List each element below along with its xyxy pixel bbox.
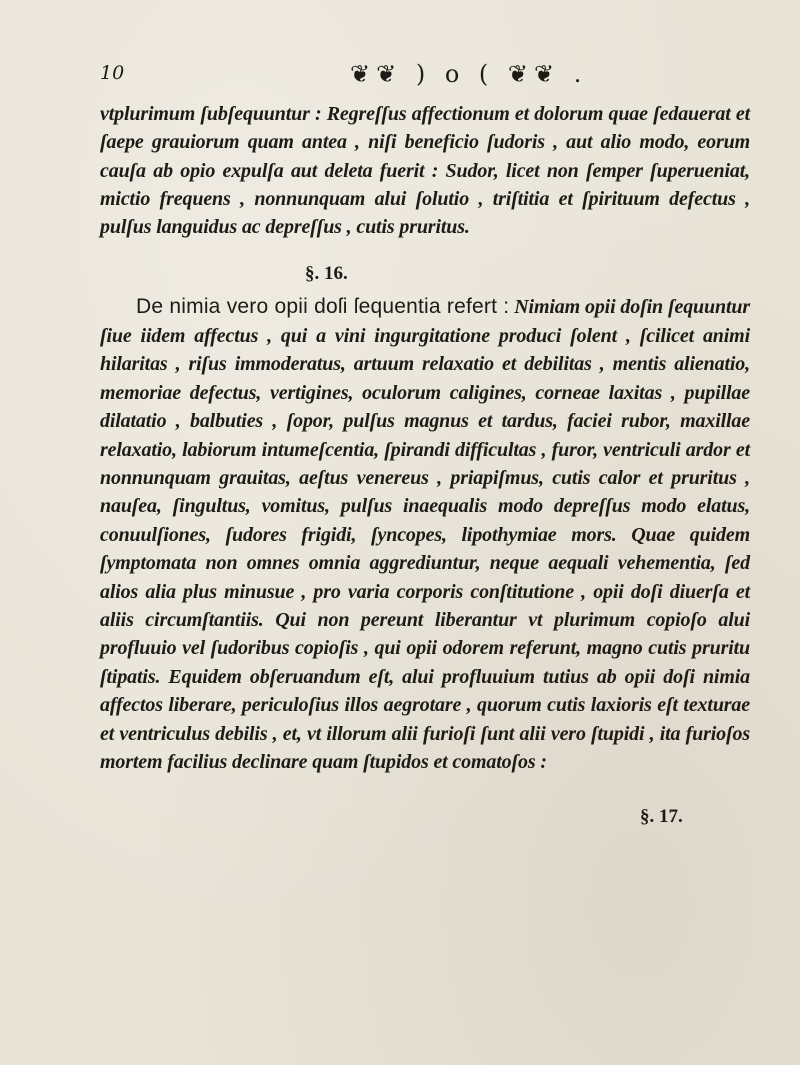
paragraph-continuation: vtplurimum ſubſequuntur : Regreſſus affectionum et dolorum quae ſedauerat et ſaepe grauiorum quam antea , niſi beneficio ſudoris , aut alio modo, eorum cauſa ab opio expulſa aut deleta fuerit : Sudor, licet non ſemper ſuperueniat, mictio frequens , nonnunquam alui ſolutio , triſtitia et ſpirituum defectus , pulſus languidus ac depreſſus , cutis pruritus. xyxy=(100,103,750,239)
body-text xyxy=(100,100,750,828)
paragraph-body: Nimiam opii doſin ſequuntur ſiue iidem affectus , qui a vini ingurgitatione produci ſolent , ſcilicet animi hilaritas , riſus immoderatus, artuum relaxatio et debilitas , mentis alienatio, memoriae defectus, vertigines, oculorum caligines, corneae laxitas , pupillae dilatatio , balbuties , ſopor, pulſus magnus et tardus, faciei rubor, maxillae relaxatio, labiorum intumeſcentia, ſpirandi difficultas , furor, ventriculi ardor et nonnunquam grauitas, aeſtus venereus , priapiſmus, cutis calor et pruritus , nauſea, ſingultus, vomitus, pulſus inaequalis modo depreſſus modo elatus, conuulſiones, ſudores frigidi, ſyncopes, lipothymiae mors. Quae quidem ſymptomata non omnes omnia aggrediuntur, neque aequali vehementia, ſed alios alia plus minusue , pro varia corporis conſtitutione , opii doſi diuerſa et aliis circumſtantiis. Qui non pereunt liberantur vt plurimum copioſo alui profluuio vel ſudoribus copioſis , qui opii odorem referunt, magno cutis pruritu ſtipatis. Equidem obſeruandum eſt, alui profluuium tutius ab opii doſi nimia affectos liberare, periculoſius illos aegrotare , quorum cutis laxioris eſt texturae et ventriculus debilis , et, vt illorum alii furioſi ſunt alii vero ſtupidi , ita furioſos mortem facilius declinare quam ſtupidos et comatoſos : xyxy=(100,296,750,773)
section-heading-16: §. 16. xyxy=(305,263,348,285)
page-header xyxy=(100,62,720,90)
page-number: 10 xyxy=(100,62,125,84)
header-ornament: ❦❦ ) o ( ❦❦ . xyxy=(350,60,588,88)
section-heading-17: §. 17. xyxy=(640,806,683,828)
paragraph-lead: De nimia vero opii doſi ſequentia refert : xyxy=(136,295,510,319)
paragraph-section-16 xyxy=(100,293,750,776)
